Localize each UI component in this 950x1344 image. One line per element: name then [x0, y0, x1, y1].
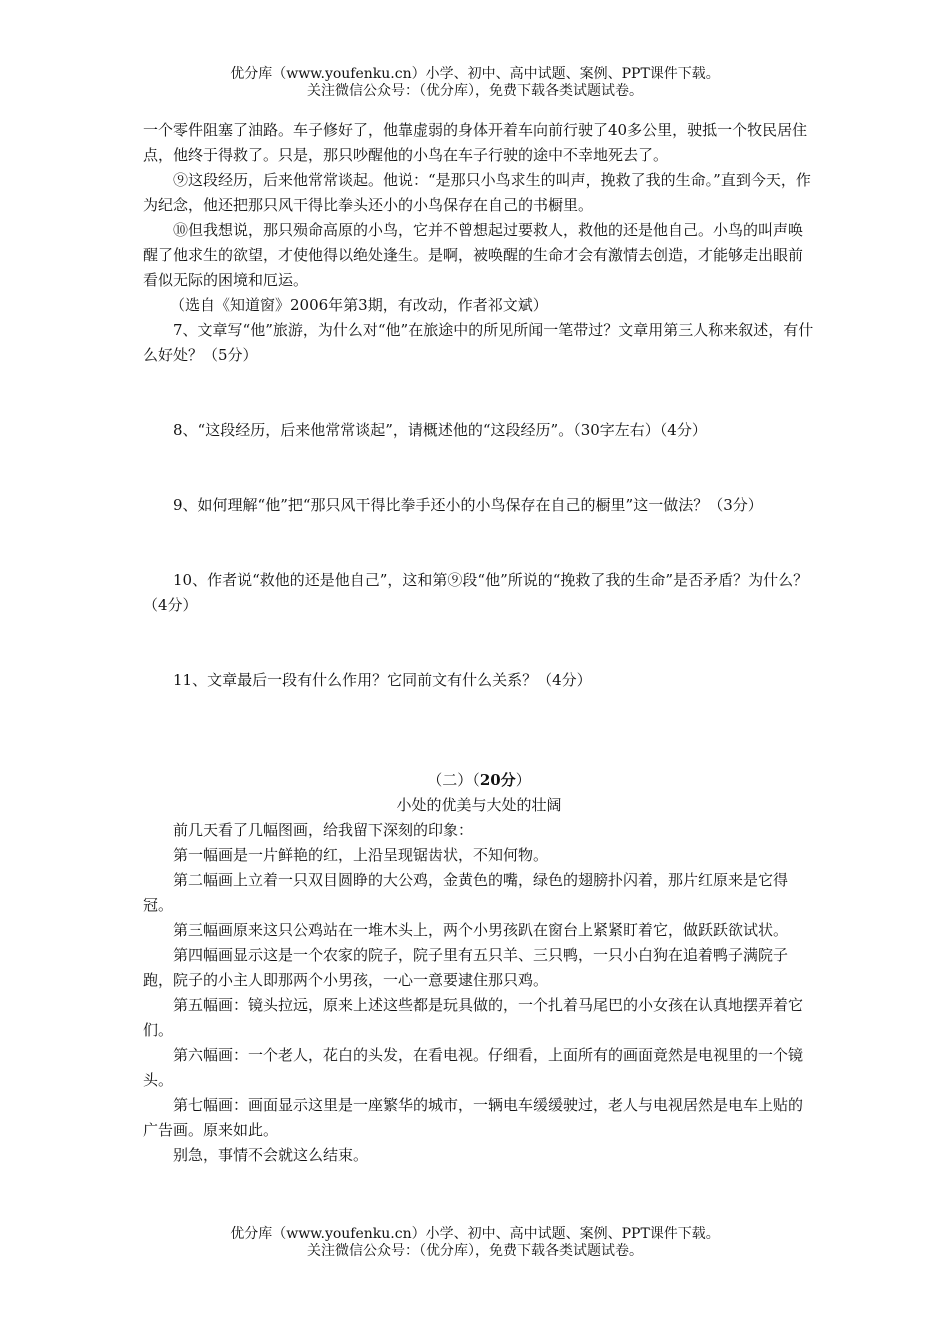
article-paragraph: 第七幅画：画面显示这里是一座繁华的城市，一辆电车缓缓驶过，老人与电视居然是电车上贴的广告画。原来如此。: [143, 1096, 804, 1139]
article-paragraph: 第四幅画显示这是一个农家的院子，院子里有五只羊、三只鸭，一只小白狗在追着鸭子满院子跑，院子的小主人即那两个小男孩，一心一意要逮住那只鸡。: [143, 946, 789, 989]
article-paragraph: 第一幅画是一片鲜艳的红，上沿呈现锯齿状，不知何物。: [173, 846, 549, 864]
header-line-1: 优分库（www.youfenku.cn）小学、初中、高中试题、案例、PPT课件下载。: [230, 66, 720, 82]
article-title: 小处的优美与大处的壮阔: [396, 796, 562, 814]
article-paragraph: 第二幅画上立着一只双目圆睁的大公鸡，金黄色的嘴，绿色的翅膀扑闪着，那片红原来是它得冠。: [143, 871, 789, 914]
section-heading-prefix: （二）（: [427, 771, 480, 789]
question-7: 7、文章写“他”旅游，为什么对“他”在旅途中的所见所闻一笔带过？文章用第三人称来叙述，有什么好处？（5分）: [143, 321, 814, 364]
article-paragraph: 前几天看了几幅图画，给我留下深刻的印象：: [173, 821, 474, 839]
question-8: 8、“这段经历，后来他常常谈起”，请概述他的“这段经历”。（30字左右）（4分）: [173, 421, 707, 439]
article-paragraph: 第三幅画原来这只公鸡站在一堆木头上，两个小男孩趴在窗台上紧紧盯着它，做跃跃欲试状。: [173, 921, 789, 939]
page-footer: [0, 1226, 950, 1260]
passage-paragraph-9: ⑨这段经历，后来他常常谈起。他说：“是那只小鸟求生的叫声，挽救了我的生命。”直到今天，作为纪念，他还把那只风干得比拳头还小的小鸟保存在自己的书橱里。: [143, 171, 811, 214]
header-line-2: 关注微信公众号：（优分库），免费下载各类试题试卷。: [307, 83, 643, 99]
passage-paragraph-10: ⑩但我想说，那只殒命高原的小鸟，它并不曾想起过要救人，救他的还是他自己。小鸟的叫声唤醒了他求生的欲望，才使他得以绝处逢生。是啊，被唤醒的生命才会有激情去创造，才能够走出眼前看似无际的困境和厄运。: [143, 221, 804, 289]
footer-line-1: 优分库（www.youfenku.cn）小学、初中、高中试题、案例、PPT课件下载。: [230, 1226, 720, 1242]
question-11: 11、文章最后一段有什么作用？它同前文有什么关系？（4分）: [173, 671, 592, 689]
article-paragraph: 别急，事情不会就这么结束。: [173, 1146, 369, 1164]
article-paragraph: 第六幅画：一个老人，花白的头发，在看电视。仔细看，上面所有的画面竟然是电视里的一个镜头。: [143, 1046, 804, 1089]
section-heading: [143, 768, 815, 793]
passage-continuation: 一个零件阻塞了油路。车子修好了，他靠虚弱的身体开着车向前行驶了40多公里，驶抵一个牧民居住点，他终于得救了。只是，那只吵醒他的小鸟在车子行驶的途中不幸地死去了。: [143, 121, 808, 164]
section-heading-suffix: ）: [515, 771, 531, 789]
section-heading-score: 20分: [479, 771, 516, 789]
question-9: 9、如何理解“他”把“那只风干得比拳手还小的小鸟保存在自己的橱里”这一做法？（3分）: [173, 496, 763, 514]
footer-line-2: 关注微信公众号：（优分库），免费下载各类试题试卷。: [307, 1243, 643, 1259]
document-body: [143, 118, 815, 1168]
page-header: [0, 66, 950, 100]
article-paragraph: 第五幅画：镜头拉远，原来上述这些都是玩具做的，一个扎着马尾巴的小女孩在认真地摆弄着它们。: [143, 996, 804, 1039]
question-10: 10、作者说“救他的还是他自己”，这和第⑨段“他”所说的“挽救了我的生命”是否矛盾？为什么？（4分）: [143, 571, 809, 614]
passage-source: （选自《知道窗》2006年第3期，有改动，作者祁文斌）: [170, 296, 548, 314]
